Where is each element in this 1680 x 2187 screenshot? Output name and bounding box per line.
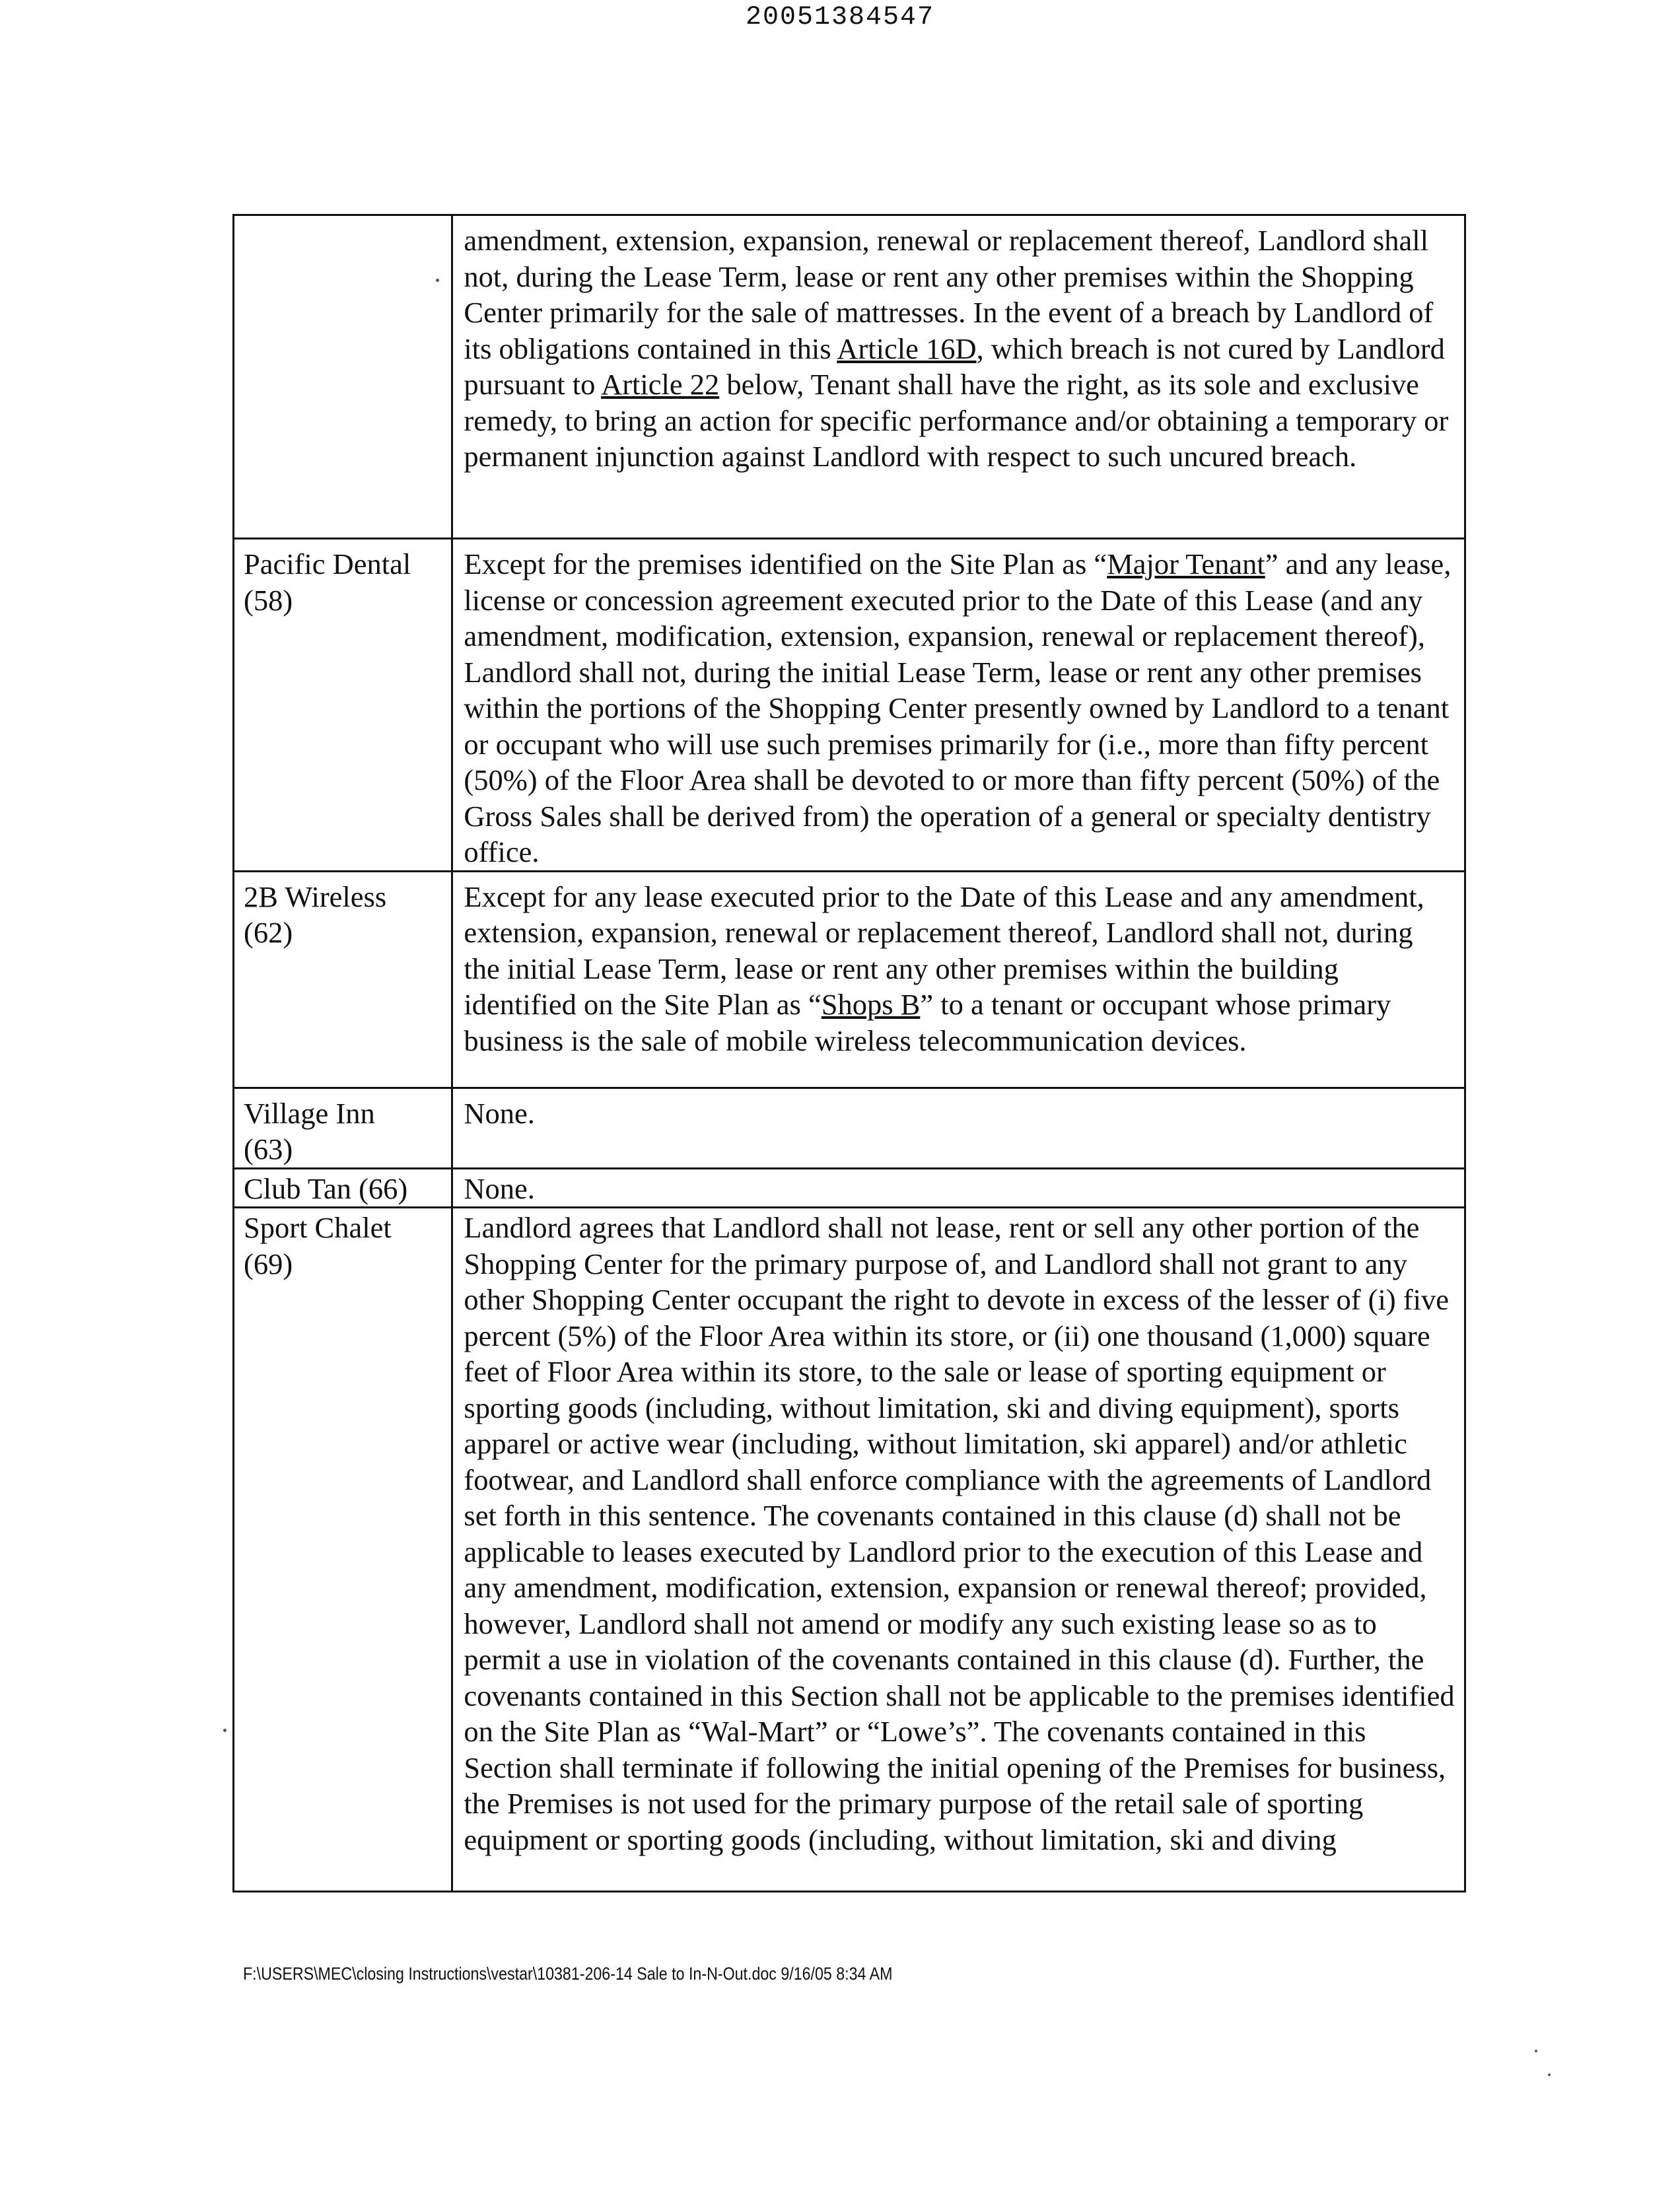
text-segment: Except for the premises identified on the Site Plan as “ <box>464 547 1107 580</box>
text-segment: amendment, extension, expansion, renewal or replacement thereof, Landlord shall not, during the Lease Term, lease or rent any other premises within the Shopping Center primarily for the sale of mattresses. In the event of a breach by Landlord of its obligations contained in this <box>464 224 1434 365</box>
restriction-text <box>464 546 1455 870</box>
restriction-cell <box>452 1088 1465 1168</box>
text-segment: ” and any lease, license or concession agreement executed prior to the Date of this Lease (and any amendment, modification, extension, expansion, renewal or replacement thereof), Landlord shall not, during the initial Lease Term, lease or rent any other premises within the portions of the Shopping Center presently owned by Landlord to a tenant or occupant who will use such premises primarily for (i.e., more than fifty percent (50%) of the Floor Area shall be devoted to or more than fifty percent (50%) of the Gross Sales shall be derived from) the operation of a general or specialty dentistry office. <box>464 547 1452 868</box>
restriction-cell <box>452 215 1465 539</box>
text-segment: None. <box>464 1171 535 1205</box>
restriction-text <box>464 1171 1455 1207</box>
restriction-cell <box>452 1168 1465 1208</box>
table-row <box>234 1088 1465 1168</box>
underlined-reference: Article 16D <box>837 331 977 365</box>
restriction-cell <box>452 1208 1465 1892</box>
restriction-cell <box>452 871 1465 1088</box>
table-row <box>234 1208 1465 1892</box>
tenant-cell <box>234 215 452 539</box>
file-path-footer: F:\USERS\MEC\closing Instructions\vestar\10381-206-14 Sale to In-N-Out.doc 9/16/05 8:34 AM <box>243 1964 893 1984</box>
underlined-reference: Article 22 <box>601 368 720 401</box>
document-id: 20051384547 <box>745 3 935 32</box>
scan-speck <box>223 1729 227 1732</box>
restriction-text <box>464 1210 1455 1857</box>
restriction-text <box>464 879 1455 1059</box>
underlined-reference: Major Tenant <box>1107 547 1265 580</box>
restrictions-table <box>232 214 1466 1892</box>
text-segment: ” to a tenant or occupant whose primary business is the sale of mobile wireless telecommunication devices. <box>464 988 1391 1057</box>
table-row <box>234 1168 1465 1208</box>
underlined-reference: Shops B <box>821 988 921 1021</box>
text-segment: Except for any lease executed prior to the Date of this Lease and any amendment, extension, expansion, renewal or replacement thereof, Landlord shall not, during the initial Lease Term, lease or rent any other premises within the building identified on the Site Plan as “ <box>464 880 1424 1021</box>
scan-speck <box>1548 2073 1551 2076</box>
text-segment: below, Tenant shall have the right, as its sole and exclusive remedy, to bring an action for specific performance and/or obtaining a temporary or permanent injunction against Landlord with respect to such uncured breach. <box>464 368 1449 473</box>
table-row <box>234 539 1465 872</box>
tenant-cell: Sport Chalet (69) <box>234 1208 452 1892</box>
restriction-cell <box>452 539 1465 872</box>
restriction-text <box>464 1095 1455 1132</box>
tenant-cell: Village Inn (63) <box>234 1088 452 1168</box>
scan-speck <box>436 279 439 282</box>
restriction-text <box>464 223 1455 475</box>
tenant-cell: 2B Wireless (62) <box>234 871 452 1088</box>
text-segment: None. <box>464 1096 535 1130</box>
text-segment: , which breach is not cured by Landlord pursuant to <box>464 331 1445 401</box>
text-segment: Landlord agrees that Landlord shall not lease, rent or sell any other portion of the Shopping Center for the primary purpose of, and Landlord shall not grant to any other Shopping Center occupant the right to devote in excess of the lesser of (i) five percent (5%) of the Floor Area within its store, or (ii) one thousand (1,000) square feet of Floor Area within its store, to the sale or lease of sporting equipment or sporting goods (including, without limitation, ski and diving equipment), sports apparel or active wear (including, without limitation, ski apparel) and/or athletic footwear, and Landlord shall enforce compliance with the agreements of Landlord set forth in this sentence. The covenants contained in this clause (d) shall not be applicable to leases executed by Landlord prior to the execution of this Lease and any amendment, modification, extension, expansion or renewal thereof; provided, however, Landlord shall not amend or modify any such existing lease so as to permit a use in violation of the covenants contained in this clause (d). Further, the covenants contained in this Section shall not be applicable to the premises identified on the Site Plan as “Wal-Mart” or “Lowe’s”. The covenants contained in this Section shall terminate if following the initial opening of the Premises for business, the Premises is not used for the primary purpose of the retail sale of sporting equipment or sporting goods (including, without limitation, ski and diving <box>464 1211 1455 1856</box>
tenant-cell: Club Tan (66) <box>234 1168 452 1208</box>
table-row <box>234 871 1465 1088</box>
scan-speck <box>1535 2050 1537 2052</box>
tenant-cell: Pacific Dental (58) <box>234 539 452 872</box>
table-row <box>234 215 1465 539</box>
